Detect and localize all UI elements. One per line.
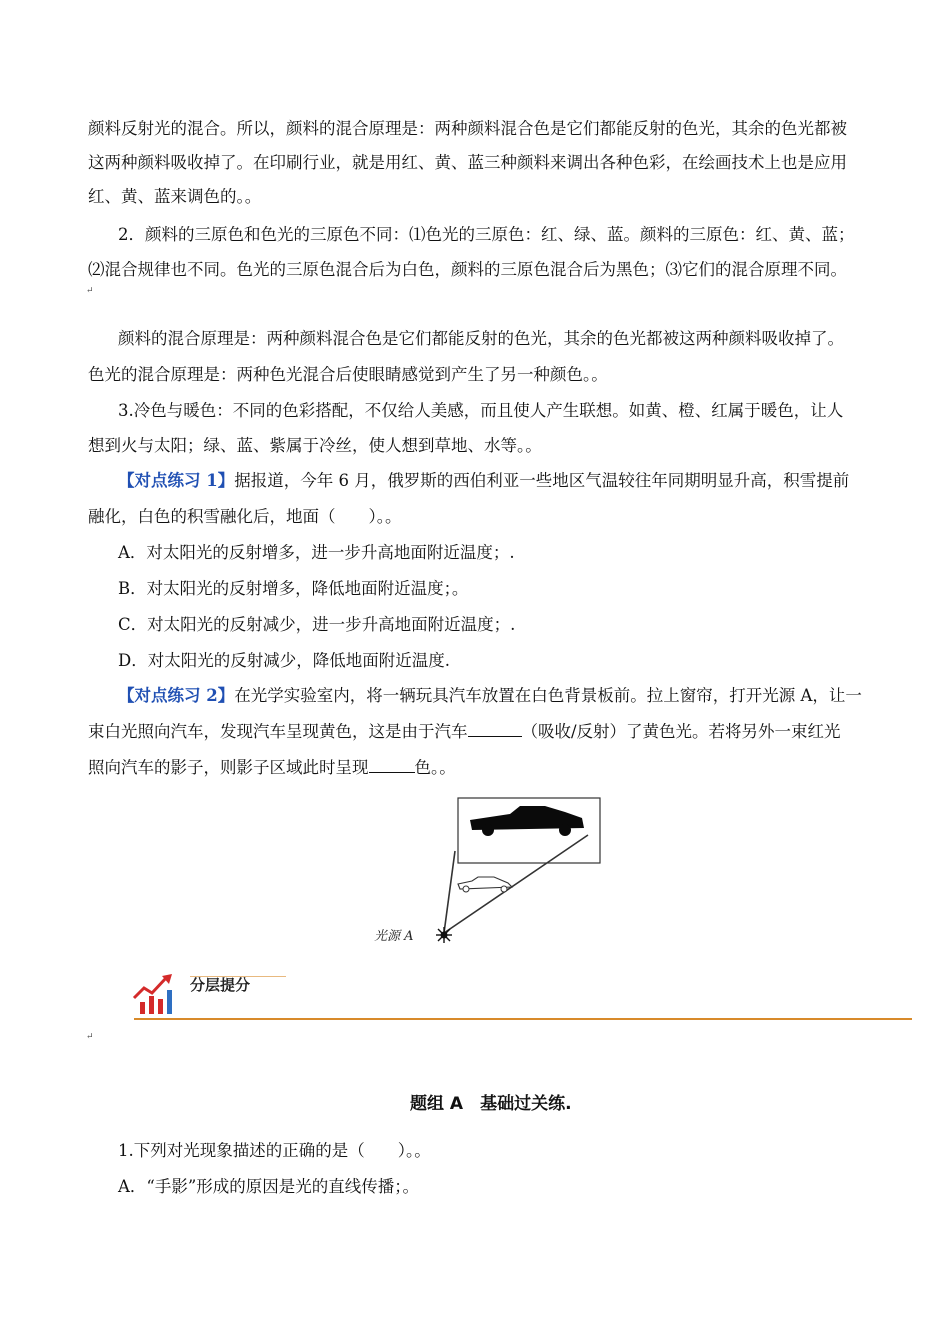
banner-title: 分层提分 bbox=[190, 976, 251, 994]
paragraph-line: 想到火与太阳；绿、蓝、紫属于冷丝，使人想到草地、水等。。 bbox=[88, 436, 542, 455]
question-1: 1.下列对光现象描述的正确的是（ ）。。 bbox=[118, 1141, 431, 1160]
score-chart-icon bbox=[132, 972, 178, 1016]
exercise-2-text: （吸收/反射）了黄色光。若将另外一束红光 bbox=[521, 722, 841, 741]
paragraph-line: ⑵混合规律也不同。色光的三原色混合后为白色，颜料的三原色混合后为黑色；⑶它们的混合原理不同。 bbox=[88, 260, 847, 279]
paragraph-mark: ↵ bbox=[86, 286, 94, 296]
exercise-1-tag: 【对点练习 1】 bbox=[118, 471, 235, 490]
toy-car-icon bbox=[458, 877, 512, 892]
option-c: C．对太阳光的反射减少，进一步升高地面附近温度；. bbox=[118, 615, 516, 634]
paragraph-line: 红、黄、蓝来调色的。。 bbox=[88, 187, 262, 206]
banner-rule bbox=[134, 1018, 912, 1020]
paragraph-line: 3.冷色与暖色：不同的色彩搭配，不仅给人美感，而且使人产生联想。如黄、橙、红属于暖色，让人 bbox=[118, 401, 844, 420]
exercise-2-line-2 bbox=[88, 721, 841, 743]
answer-blank bbox=[468, 722, 522, 737]
option-b: B．对太阳光的反射增多，降低地面附近温度；。 bbox=[118, 579, 469, 598]
exercise-2-stem bbox=[118, 685, 862, 707]
exercise-1-stem bbox=[118, 470, 849, 492]
exercise-2-tag: 【对点练习 2】 bbox=[118, 686, 235, 705]
car-shadow-icon bbox=[470, 806, 584, 836]
experiment-figure bbox=[360, 790, 620, 950]
paragraph-mark: ↵ bbox=[86, 1032, 94, 1042]
question-1-option-a: A．“手影”形成的原因是光的直线传播；。 bbox=[118, 1177, 420, 1196]
exercise-2-text: 色。。 bbox=[414, 758, 456, 777]
paragraph-line: 颜料反射光的混合。所以，颜料的混合原理是：两种颜料混合色是它们都能反射的色光，其余的色光都被 bbox=[88, 119, 847, 138]
exercise-2-text: 在光学实验室内，将一辆玩具汽车放置在白色背景板前。拉上窗帘，打开光源 A，让一 bbox=[234, 686, 862, 705]
exercise-2-line-3 bbox=[88, 757, 456, 779]
option-a: A．对太阳光的反射增多，进一步升高地面附近温度；. bbox=[118, 543, 515, 562]
paragraph-line: 这两种颜料吸收掉了。在印刷行业，就是用红、黄、蓝三种颜料来调出各种色彩，在绘画技术上也是应用 bbox=[88, 153, 847, 172]
section-title: 题组 A 基础过关练. bbox=[410, 1094, 572, 1114]
option-d: D．对太阳光的反射减少，降低地面附近温度. bbox=[118, 651, 450, 670]
answer-blank bbox=[369, 758, 415, 773]
paragraph-line: 颜料的混合原理是：两种颜料混合色是它们都能反射的色光，其余的色光都被这两种颜料吸收掉了。 bbox=[118, 329, 844, 348]
paragraph-line: 2．颜料的三原色和色光的三原色不同：⑴色光的三原色：红、绿、蓝。颜料的三原色：红、黄、蓝； bbox=[118, 225, 855, 244]
light-source-label: 光源 A bbox=[374, 929, 414, 944]
light-source-icon bbox=[436, 927, 452, 943]
exercise-1-stem-cont: 融化，白色的积雪融化后，地面（ ）。。 bbox=[88, 507, 402, 526]
paragraph-line: 色光的混合原理是：两种色光混合后使眼睛感觉到产生了另一种颜色。。 bbox=[88, 365, 608, 384]
exercise-2-text: 束白光照向汽车，发现汽车呈现黄色，这是由于汽车 bbox=[88, 722, 468, 741]
exercise-2-text: 照向汽车的影子，则影子区域此时呈现 bbox=[88, 758, 369, 777]
exercise-1-text: 据报道，今年 6 月，俄罗斯的西伯利亚一些地区气温较往年同期明显升高，积雪提前 bbox=[234, 471, 850, 490]
